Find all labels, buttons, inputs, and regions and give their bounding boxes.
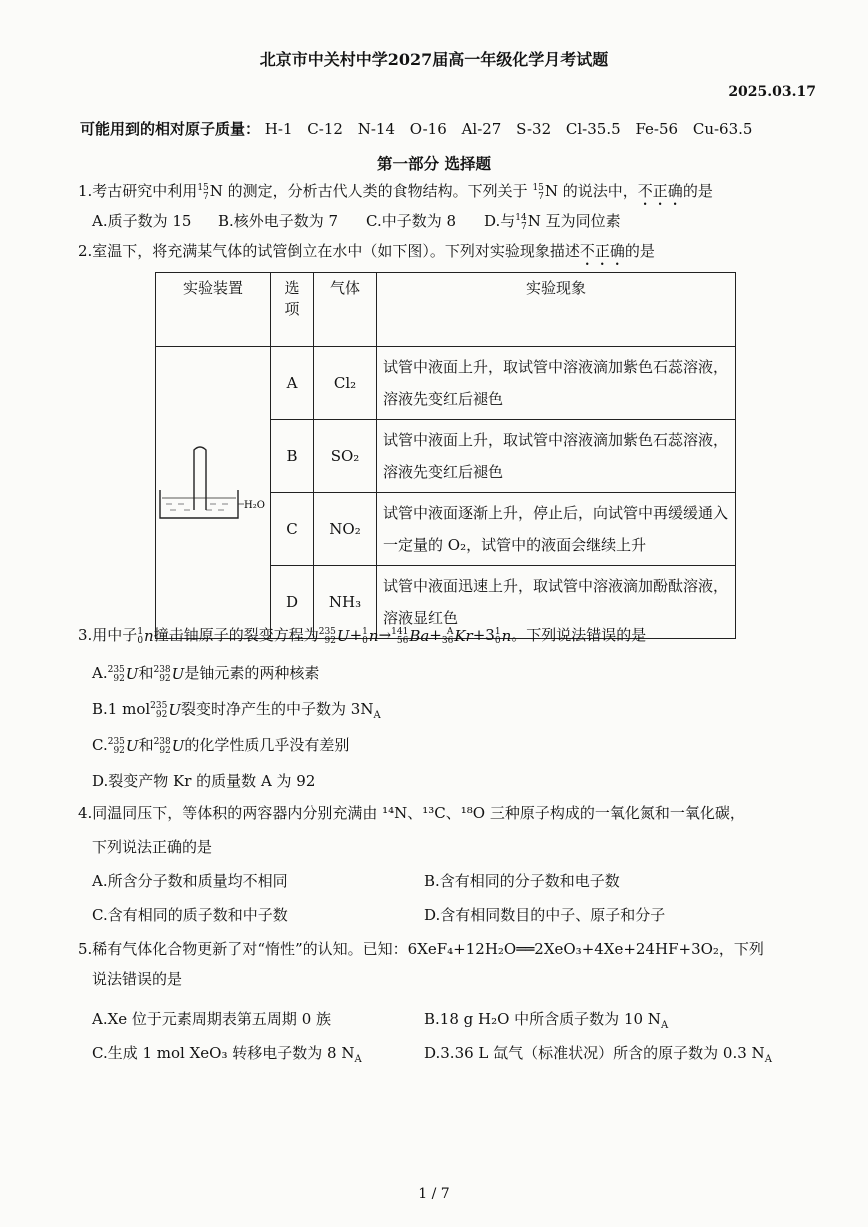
q4-option-d: D.含有相同数目的中子、原子和分子 [424, 906, 666, 924]
mass-item: Cu-63.5 [692, 120, 753, 138]
inverted-test-tube-diagram [158, 446, 268, 536]
question-4-stem-line2: 下列说法正确的是 [92, 838, 213, 856]
header-phenomenon: 实验现象 [377, 273, 736, 347]
nuclide-n15: 15 7 [532, 182, 544, 202]
q4-option-b: B.含有相同的分子数和电子数 [424, 872, 620, 890]
exam-date: 2025.03.17 [728, 84, 816, 100]
neutron-symbol: 1 0 n [137, 626, 154, 646]
q4-option-a: A.所含分子数和质量均不相同 [92, 872, 288, 890]
header-gas: 气体 [314, 273, 377, 347]
mass-item: Fe-56 [635, 120, 679, 138]
q5-option-c: C.生成 1 mol XeO₃ 转移电子数为 8 $N_A$ [92, 1044, 362, 1065]
header-option: 选 项 [271, 273, 314, 347]
table-header-row [156, 273, 736, 347]
row-phenomenon: 试管中液面上升，取试管中溶液滴加紫色石蕊溶液，溶液先变红后褪色 [377, 347, 736, 420]
mass-item: C-12 [307, 120, 343, 138]
atomic-masses-label: 可能用到的相对原子质量： [80, 120, 261, 138]
question-5-stem-line1: 5.稀有气体化合物更新了对“惰性”的认知。已知：6XeF₄+12H₂O══2XeO₃+4Xe+24HF+3O₂，下列 [78, 940, 764, 958]
table-row [156, 347, 736, 420]
row-option: D [271, 566, 314, 639]
mass-item: S-32 [516, 120, 552, 138]
question-2-stem: 2.室温下，将充满某气体的试管倒立在水中（如下图）。下列对实验现象描述不正确的是 [78, 242, 655, 260]
q1-emphasis: 不正确 [637, 182, 683, 200]
q5-option-a: A.Xe 位于元素周期表第五周期 0 族 [92, 1010, 332, 1028]
row-gas: NH₃ [314, 566, 377, 639]
question-4-stem-line1: 4.同温同压下，等体积的两容器内分别充满由 ¹⁴N、¹³C、¹⁸O 三种原子构成的一氧化氮和一氧化碳， [78, 804, 745, 822]
page-number: 1 / 7 [418, 1186, 450, 1202]
atomic-masses [80, 118, 762, 139]
q1-text: 的是 [682, 182, 713, 200]
mass-item: Al-27 [461, 120, 502, 138]
page-title: 北京市中关村中学2027届高一年级化学月考试题 [259, 50, 609, 69]
q1-option-c: C.中子数为 8 [366, 212, 457, 230]
row-phenomenon: 试管中液面逐渐上升，停止后，向试管中再缓缓通入一定量的 O₂，试管中的液面会继续上升 [377, 493, 736, 566]
q2-emphasis: 不正确 [579, 242, 625, 260]
row-gas: NO₂ [314, 493, 377, 566]
q1-text: N 的测定，分析古代人类的食物结构。下列关于 [209, 182, 533, 200]
apparatus-cell [156, 347, 271, 639]
row-option: B [271, 420, 314, 493]
question-3-stem: 3.用中子 1 0 n撞击铀原子的裂变方程为 235 92 U+ 1 0 n→ 141 56 Ba+ A 36 Kr+3 1 0 n。下列说法错误的是 [78, 626, 647, 646]
mass-item: O-16 [409, 120, 447, 138]
row-gas: SO₂ [314, 420, 377, 493]
nuclide-n15: 15 7 [197, 182, 209, 202]
q1-option-a: A.质子数为 15 [92, 212, 192, 230]
q1-text: N 的说法中， [544, 182, 638, 200]
q1-text: 1.考古研究中利用 [78, 182, 198, 200]
header-apparatus: 实验装置 [156, 273, 271, 347]
question-5-stem-line2: 说法错误的是 [92, 970, 183, 988]
water-label: H₂O [244, 499, 265, 511]
row-option: A [271, 347, 314, 420]
row-phenomenon: 试管中液面上升，取试管中溶液滴加紫色石蕊溶液，溶液先变红后褪色 [377, 420, 736, 493]
row-option: C [271, 493, 314, 566]
row-phenomenon: 试管中液面迅速上升，取试管中溶液滴加酚酞溶液，溶液显红色 [377, 566, 736, 639]
q3-option-c: C. 235 92 U和 238 92 U的化学性质几乎没有差别 [92, 736, 350, 756]
mass-item: N-14 [357, 120, 395, 138]
q3-option-d: D.裂变产物 Kr 的质量数 A 为 92 [92, 772, 316, 790]
q4-option-c: C.含有相同的质子数和中子数 [92, 906, 288, 924]
q5-option-d: D.3.36 L 氙气（标准状况）所含的原子数为 0.3 $N_A$ [424, 1044, 772, 1065]
experiment-table [155, 272, 736, 639]
q5-option-b: B.18 g H₂O 中所含质子数为 10 $N_A$ [424, 1010, 669, 1031]
question-1-stem [78, 180, 713, 209]
mass-item: H-1 [264, 120, 293, 138]
q1-option-b: B.核外电子数为 7 [218, 212, 339, 230]
section-heading: 第一部分 选择题 [377, 154, 491, 173]
q3-option-b: B.1 mol 235 92 U裂变时净产生的中子数为 $3N_A$ [92, 700, 381, 721]
mass-item: Cl-35.5 [565, 120, 621, 138]
q1-option-d: D.与 14 7 N 互为同位素 [484, 212, 621, 232]
q3-option-a: A. 235 92 U和 238 92 U是铀元素的两种核素 [92, 664, 320, 684]
row-gas: Cl₂ [314, 347, 377, 420]
